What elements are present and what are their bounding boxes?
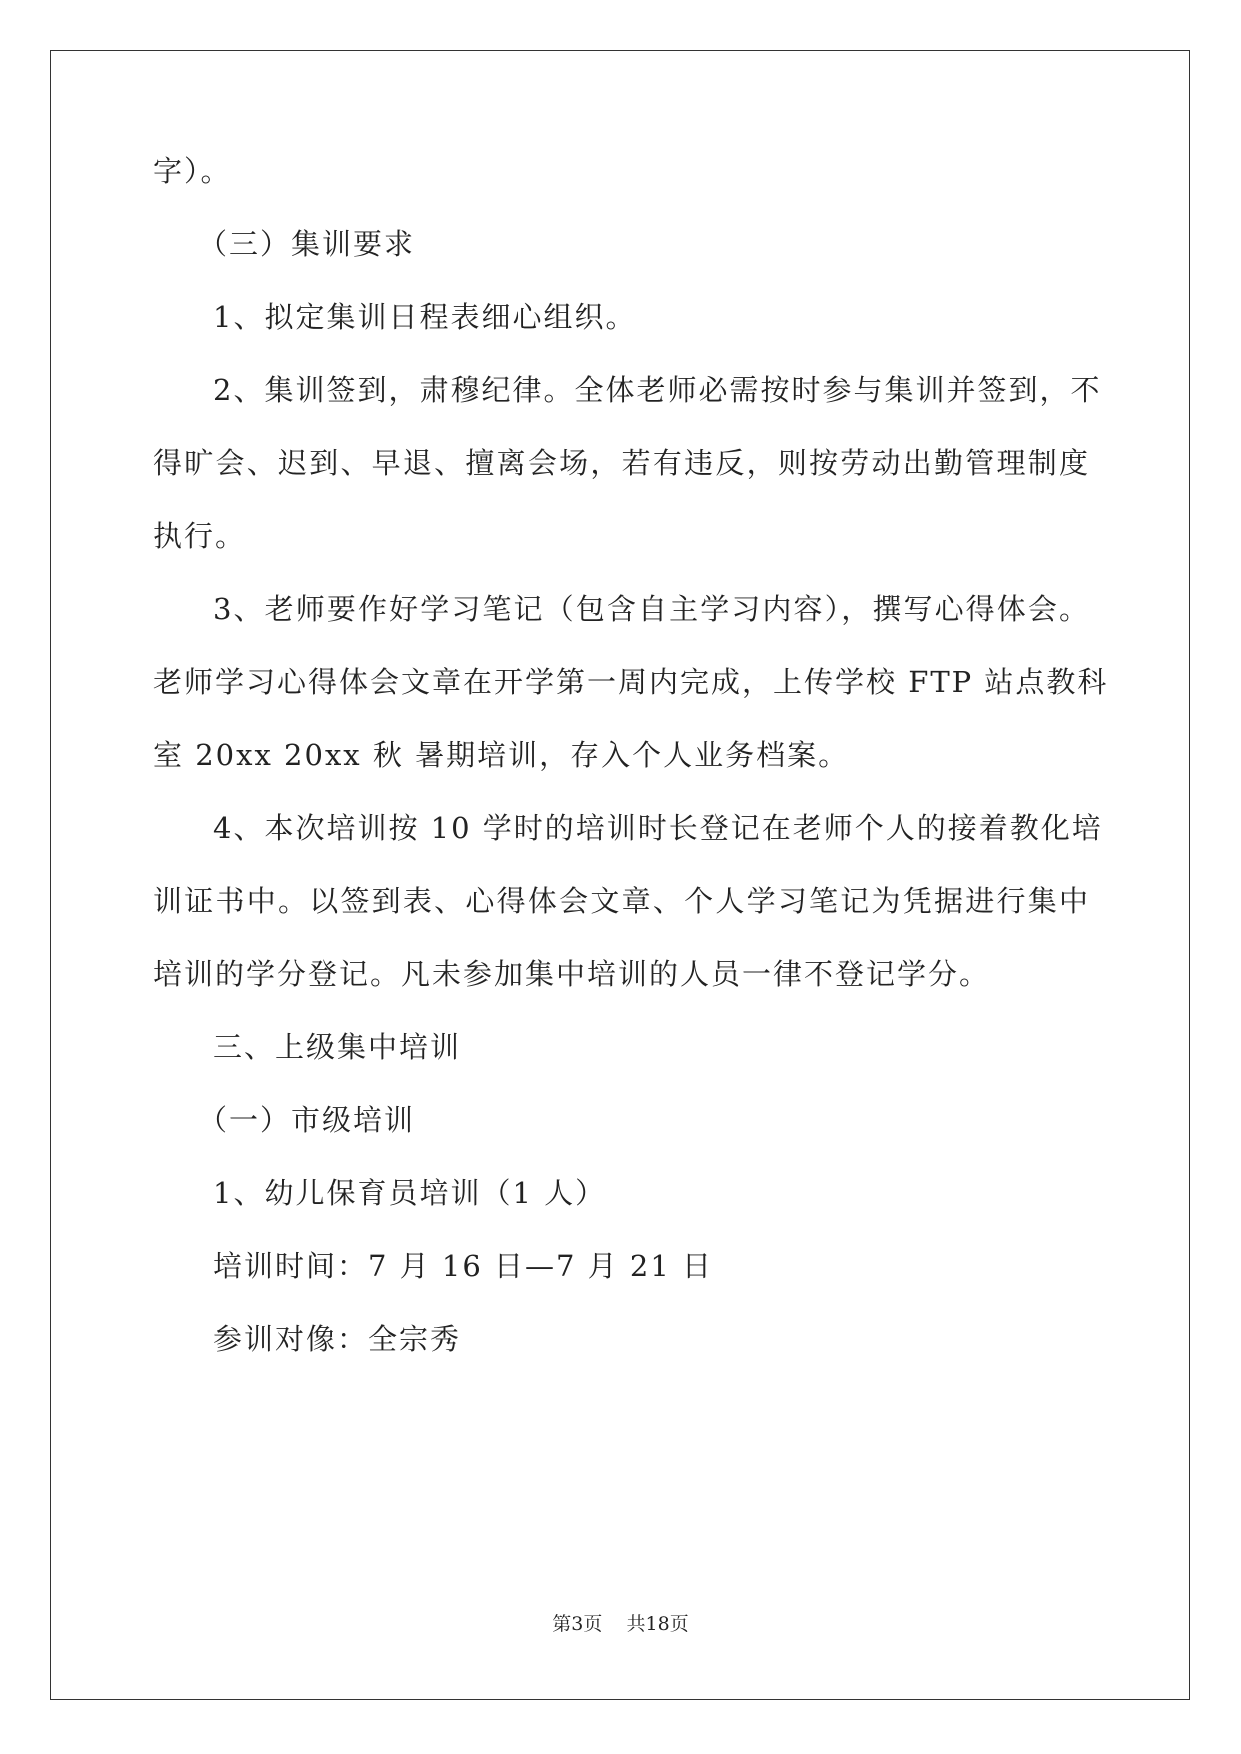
text-line-7: 3、老师要作好学习笔记（包含自主学习内容），撰写心得体会。 [213,592,1090,626]
training-time-line: 培训时间：7 月 16 日—7 月 21 日 [213,1249,714,1283]
section-heading-city-training: （一）市级培训 [198,1103,416,1137]
text-line-10: 4、本次培训按 10 学时的培训时长登记在老师个人的接着教化培 [213,811,1103,845]
text-line-11: 训证书中。以签到表、心得体会文章、个人学习笔记为凭据进行集中 [153,884,1090,918]
text-line-12: 培训的学分登记。凡未参加集中培训的人员一律不登记学分。 [153,957,991,991]
page-number-footer: 第3页 共18页 [552,1613,689,1635]
text-line-8: 老师学习心得体会文章在开学第一周内完成，上传学校 FTP 站点教科 [153,665,1109,699]
text-line-3: 1、拟定集训日程表细心组织。 [213,300,637,334]
trainee-line: 参训对像：全宗秀 [213,1322,462,1356]
text-line-5: 得旷会、迟到、早退、擅离会场，若有违反，则按劳动出勤管理制度 [153,446,1090,480]
text-line-1: 字）。 [153,154,232,188]
text-line-15: 1、幼儿保育员培训（1 人） [213,1176,607,1210]
section-heading-upper-training: 三、上级集中培训 [213,1030,462,1064]
text-line-9: 室 20xx 20xx 秋 暑期培训，存入个人业务档案。 [153,738,850,772]
text-line-6: 执行。 [153,519,247,553]
section-heading-requirements: （三）集训要求 [198,227,416,261]
text-line-4: 2、集训签到，肃穆纪律。全体老师必需按时参与集训并签到，不 [213,373,1102,407]
